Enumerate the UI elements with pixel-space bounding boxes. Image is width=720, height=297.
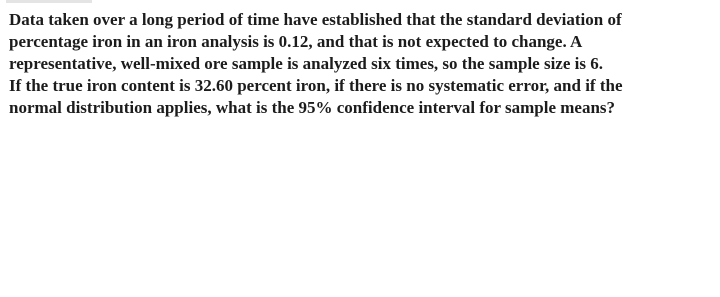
problem-line-1: Data taken over a long period of time have established that the standard deviation of [9, 10, 622, 29]
problem-line-4: If the true iron content is 32.60 percent iron, if there is no systematic error, and if the [9, 76, 623, 95]
problem-statement [9, 9, 709, 119]
cropped-edge-strip [6, 0, 92, 3]
problem-line-3: representative, well-mixed ore sample is analyzed six times, so the sample size is 6. [9, 54, 603, 73]
problem-line-5: normal distribution applies, what is the 95% confidence interval for sample means? [9, 98, 616, 117]
problem-line-2: percentage iron in an iron analysis is 0.12, and that is not expected to change. A [9, 32, 583, 51]
